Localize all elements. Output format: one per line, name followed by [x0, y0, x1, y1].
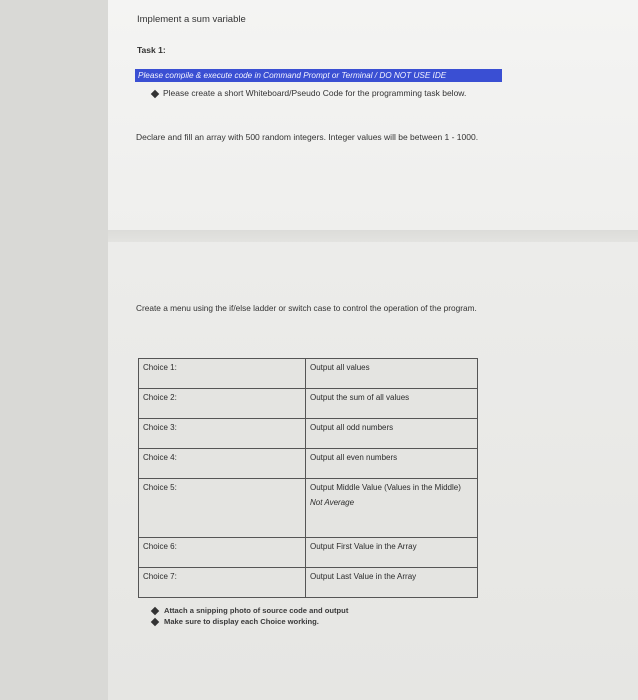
table-row: [138, 538, 478, 568]
table-row: [138, 449, 478, 479]
table-row: [138, 419, 478, 449]
highlighted-instruction: [135, 69, 502, 82]
choice-cell: Choice 1:: [138, 359, 306, 388]
choices-table: [138, 358, 478, 598]
task-label: Task 1:: [137, 45, 166, 55]
menu-instruction: Create a menu using the if/else ladder or switch case to control the operation of the program.: [136, 303, 477, 313]
output-cell: Output the sum of all values: [306, 389, 478, 418]
choice-cell: Choice 4:: [138, 449, 306, 478]
table-row: [138, 389, 478, 419]
output-cell: [306, 479, 478, 537]
not-average-note: Not Average: [310, 498, 355, 507]
choice-cell: Choice 3:: [138, 419, 306, 448]
table-row: [138, 568, 478, 598]
bullet-attach-snip: Attach a snipping photo of source code and output: [164, 606, 349, 615]
bullet-pseudocode: Please create a short Whiteboard/Pseudo Code for the programming task below.: [163, 88, 467, 98]
choice-cell: Choice 7:: [138, 568, 306, 597]
output-cell: Output all odd numbers: [306, 419, 478, 448]
table-row: [138, 359, 478, 389]
declare-array-instruction: Declare and fill an array with 500 random integers. Integer values will be between 1 - 1000.: [136, 132, 479, 142]
output-cell: Output all even numbers: [306, 449, 478, 478]
bullet-display-choices: Make sure to display each Choice working.: [164, 617, 319, 626]
output-cell: Output Last Value in the Array: [306, 568, 478, 597]
document-page-top: [108, 0, 638, 232]
document-title: Implement a sum variable: [137, 14, 246, 25]
choice-cell: Choice 6:: [138, 538, 306, 567]
output-cell: Output First Value in the Array: [306, 538, 478, 567]
table-row: [138, 479, 478, 538]
output-text: Output Middle Value (Values in the Middle): [310, 483, 461, 492]
choice-cell: Choice 2:: [138, 389, 306, 418]
choice-cell: Choice 5:: [138, 479, 306, 537]
highlighted-instruction-text: Please compile & execute code in Command Prompt or Terminal / DO NOT USE IDE: [138, 71, 447, 80]
output-cell: Output all values: [306, 359, 478, 388]
